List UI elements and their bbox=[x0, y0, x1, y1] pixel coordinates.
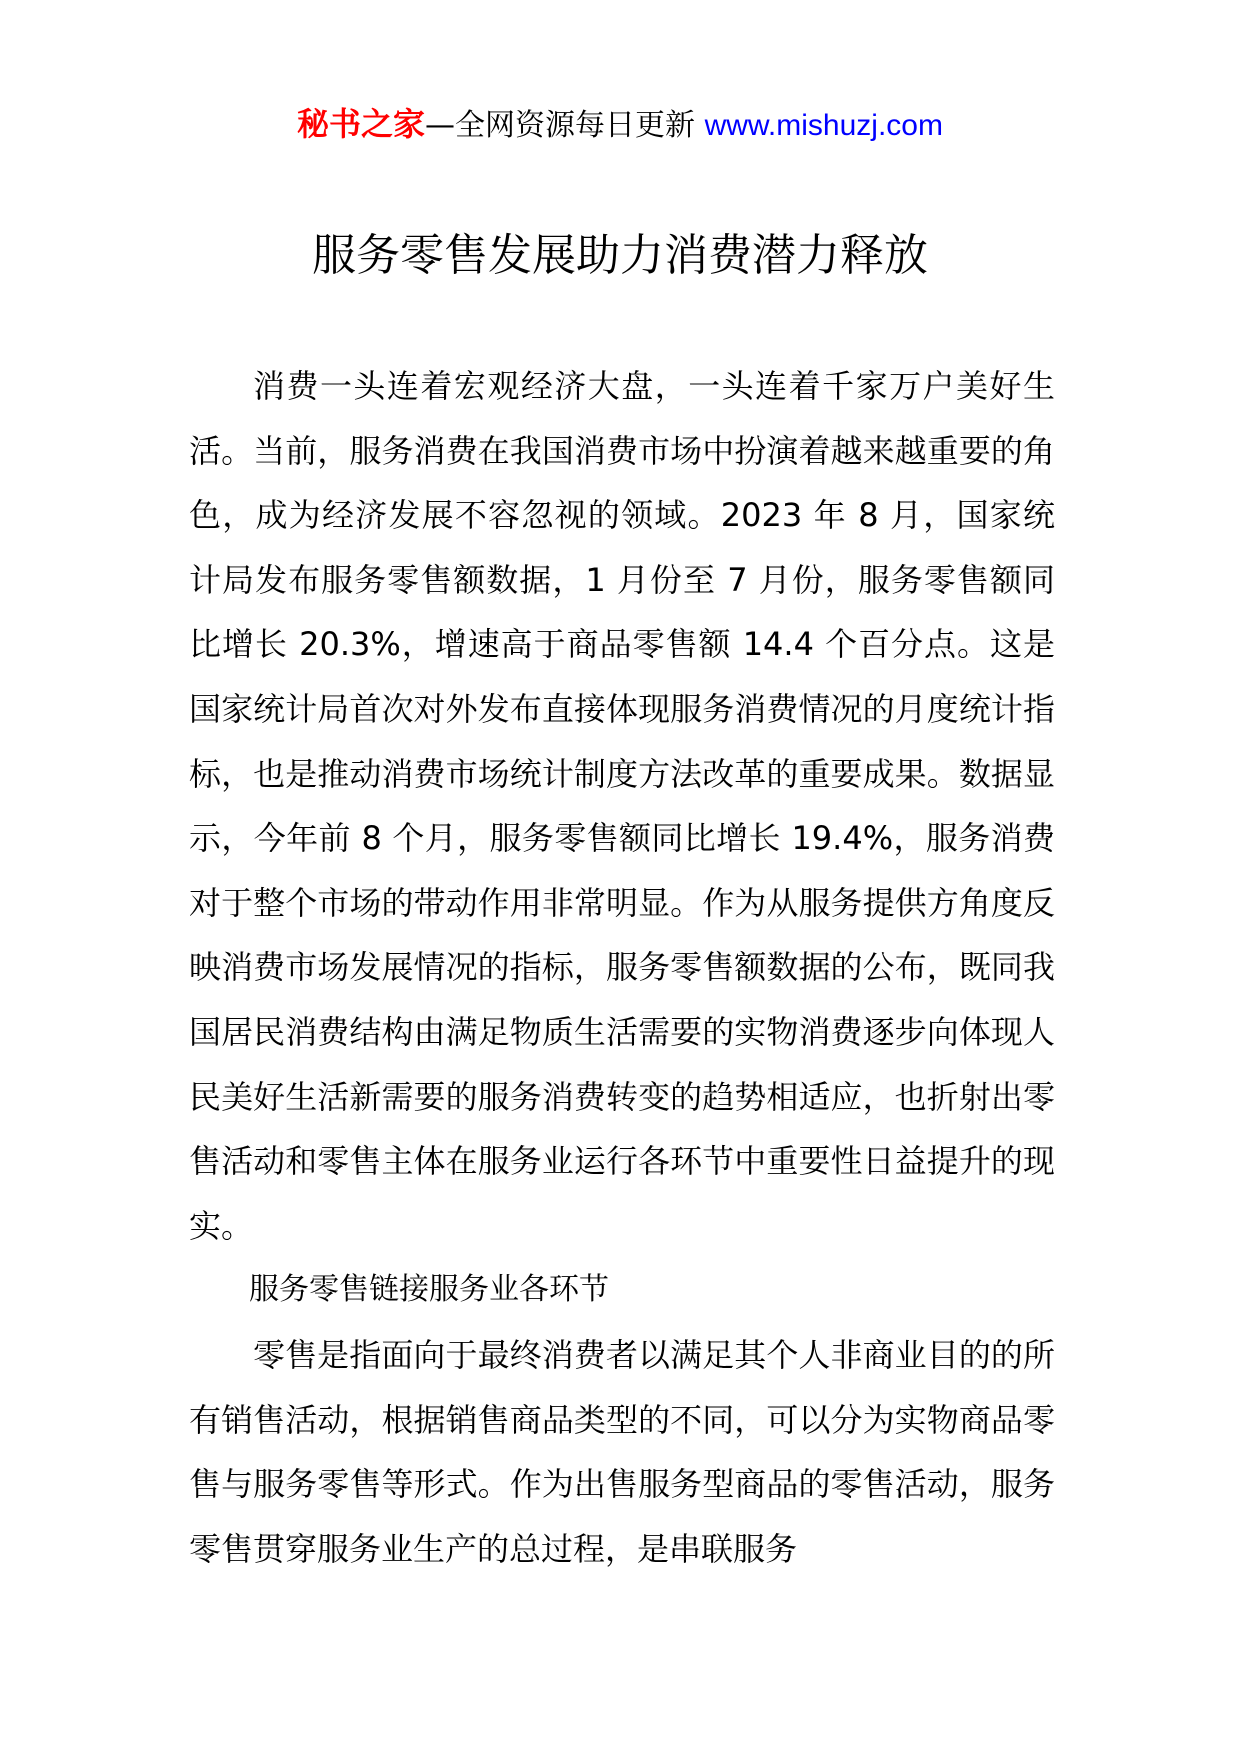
page-header bbox=[0, 104, 1240, 146]
section-heading: 服务零售链接服务业各环节 bbox=[249, 1272, 609, 1308]
paragraph-retail: 零售是指面向于最终消费者以满足其个人非商业目的的所有销售活动，根据销售商品类型的不同，可以分为实物商品零售与服务零售等形式。作为出售服务型商品的零售活动，服务零售贯穿服务业生产的总过程，是串联服务 bbox=[189, 1335, 1055, 1568]
brand-name: 秘书之家 bbox=[297, 105, 426, 143]
paragraph-intro: 消费一头连着宏观经济大盘，一头连着千家万户美好生活。当前，服务消费在我国消费市场中扮演着越来越重要的角色，成为经济发展不容忽视的领域。2023 年 8 月，国家统计局发布服务零售额数据，1 月份至 7 月份，服务零售额同比增长 20.3%，增速高于商品零售额 14.4 个百分点。这是国家统计局首次对外发布直接体现服务消费情况的月度统计指标，也是推动消费市场统计制度方法改革的重要成果。数据显示，今年前 8 个月，服务零售额同比增长 19.4%，服务消费对于整个市场的带动作用非常明显。作为从服务提供方角度反映消费市场发展情况的指标，服务零售额数据的公布，既同我国居民消费结构由满足物质生活需要的实物消费逐步向体现人民美好生活新需要的服务消费转变的趋势相适应，也折射出零售活动和零售主体在服务业运行各环节中重要性日益提升的现实。 bbox=[189, 367, 1055, 1245]
document-body bbox=[189, 354, 1055, 1581]
header-tagline: —全网资源每日更新 bbox=[425, 108, 705, 143]
site-url[interactable]: www.mishuzj.com bbox=[704, 109, 943, 142]
document-title: 服务零售发展助力消费潜力释放 bbox=[312, 230, 928, 281]
